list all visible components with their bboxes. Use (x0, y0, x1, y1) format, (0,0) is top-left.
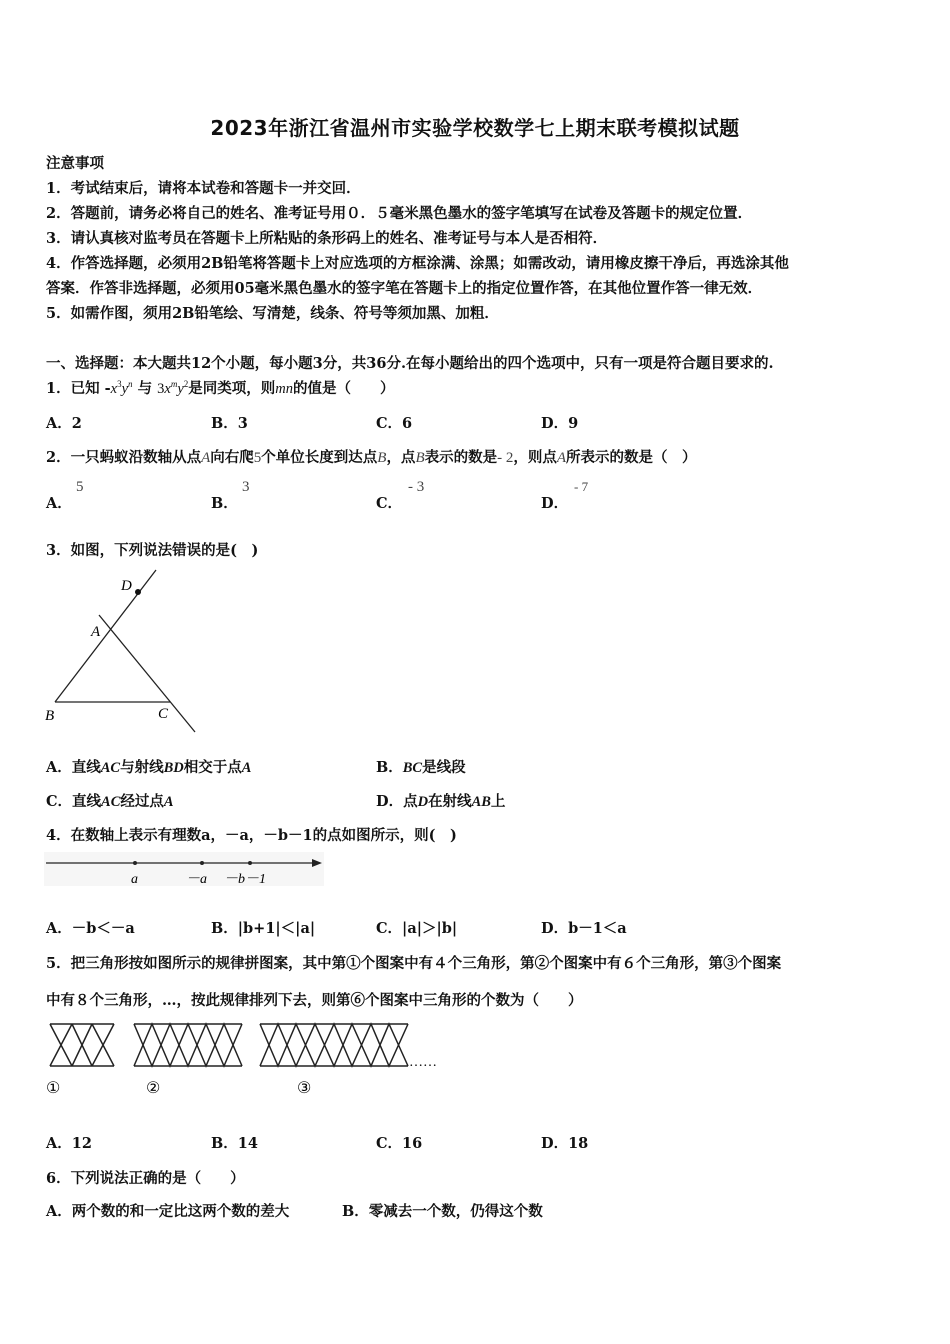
q1-option-c[interactable]: C．6 (376, 415, 413, 432)
section-heading: 一、选择题：本大题共12个小题，每小题3分，共36分.在每小题给出的四个选项中，只有一项是符合题目要求的. (46, 355, 774, 372)
q2-option-c[interactable]: C． (376, 495, 403, 512)
q6-option-b[interactable]: B．零减去一个数，仍得这个数 (342, 1203, 543, 1220)
q2-option-b[interactable]: B． (211, 495, 238, 512)
pattern-3 (260, 1024, 408, 1066)
point-neg-a (200, 861, 204, 865)
label-b: B (45, 708, 55, 724)
question-5-line2: 中有８个三角形，…，按此规律排列下去，则第⑥个图案中三角形的个数为（ ） (46, 992, 583, 1009)
label-d: D (121, 578, 132, 594)
pattern-label-3: ③ (297, 1080, 312, 1097)
question-1: 1．已知 $-x^3y^n$ 与 $3x^my^2$是同类项，则mn的值是（ ） (46, 379, 395, 397)
q1-option-d[interactable]: D．9 (541, 415, 579, 432)
q6-option-a[interactable]: A．两个数的和一定比这两个数的差大 (46, 1203, 290, 1220)
q5-option-c[interactable]: C．16 (376, 1135, 423, 1152)
q3-option-a[interactable]: A．直线AC与射线BD相交于点A (46, 759, 252, 776)
q3-option-d[interactable]: D．点D在射线AB上 (376, 793, 506, 810)
notice-line: 答案．作答非选择题，必须用05毫米黑色墨水的签字笔在答题卡上的指定位置作答，在其他位置作答一律无效． (46, 280, 763, 297)
q4-number-line (44, 852, 326, 888)
q5-option-b[interactable]: B．14 (211, 1135, 258, 1152)
label-c: C (158, 706, 169, 722)
figure-background (44, 852, 324, 886)
q2-option-b-value: 3 (242, 479, 250, 495)
question-2: 2．一只蚂蚁沿数轴从点A向右爬5个单位长度到达点B，点B表示的数是- 2，则点A所表示的数是（ ） (46, 449, 697, 466)
pattern-label-1: ① (46, 1080, 61, 1097)
point-d (135, 589, 141, 595)
q2-option-c-value: - 3 (408, 479, 425, 495)
q2-option-a[interactable]: A． (46, 495, 72, 512)
question-5-line1: 5．把三角形按如图所示的规律拼图案，其中第①个图案中有４个三角形，第②个图案中有６个三角形，第③个图案 (46, 955, 782, 972)
pattern-1 (50, 1024, 114, 1066)
q2-option-d[interactable]: D． (541, 495, 569, 512)
q5-pattern-figure (46, 1022, 446, 1102)
q4-option-d[interactable]: D．b－1＜a (541, 920, 627, 937)
label-a: A (91, 624, 101, 640)
notice-line: 3．请认真核对监考员在答题卡上所粘贴的条形码上的姓名、准考证号与本人是否相符． (46, 230, 608, 247)
question-3: 3．如图，下列说法错误的是( ) (46, 542, 259, 559)
label-a: a (131, 872, 138, 887)
q3-option-b[interactable]: B．BC是线段 (376, 759, 466, 776)
notice-line: 5．如需作图，须用2B铅笔绘、写清楚，线条、符号等须加黑、加粗． (46, 305, 499, 322)
label-neg-b-minus-1: －b－1 (224, 872, 266, 887)
q2-option-d-value: - 7 (574, 479, 589, 494)
pattern-label-2: ② (146, 1080, 161, 1097)
notice-line: 1．考试结束后，请将本试卷和答题卡一并交回． (46, 180, 361, 197)
page-title: 2023年浙江省温州市实验学校数学七上期末联考模拟试题 (210, 116, 740, 140)
notice-heading: 注意事项 (46, 155, 104, 172)
q4-option-b[interactable]: B．|b+1|＜|a| (211, 920, 316, 937)
q3-option-c[interactable]: C．直线AC经过点A (46, 793, 174, 810)
label-neg-a: －a (186, 872, 207, 887)
q4-option-a[interactable]: A．－b＜－a (46, 920, 135, 937)
line-ac (99, 615, 195, 732)
q1-option-b[interactable]: B．3 (211, 415, 248, 432)
pattern-2 (134, 1024, 242, 1066)
q3-figure (40, 565, 210, 740)
question-6: 6．下列说法正确的是（ ） (46, 1170, 245, 1187)
question-4: 4．在数轴上表示有理数a，－a，－b－1的点如图所示，则( ) (46, 827, 457, 844)
notice-line: 4．作答选择题，必须用2B铅笔将答题卡上对应选项的方框涂满、涂黑；如需改动，请用橡皮擦干净后，再选涂其他 (46, 255, 789, 272)
q4-option-c[interactable]: C．|a|＞|b| (376, 920, 458, 937)
ray-bd (55, 570, 156, 702)
notice-line: 2．答题前，请务必将自己的姓名、准考证号用０．５毫米黑色墨水的签字笔填写在试卷及答题卡的规定位置． (46, 205, 753, 222)
q2-option-a-value: 5 (76, 479, 84, 495)
point-neg-b-minus-1 (248, 861, 252, 865)
q1-option-a[interactable]: A．2 (46, 415, 82, 432)
q5-option-d[interactable]: D．18 (541, 1135, 589, 1152)
point-a (133, 861, 137, 865)
q5-option-a[interactable]: A．12 (46, 1135, 92, 1152)
ellipsis: …… (409, 1055, 437, 1070)
